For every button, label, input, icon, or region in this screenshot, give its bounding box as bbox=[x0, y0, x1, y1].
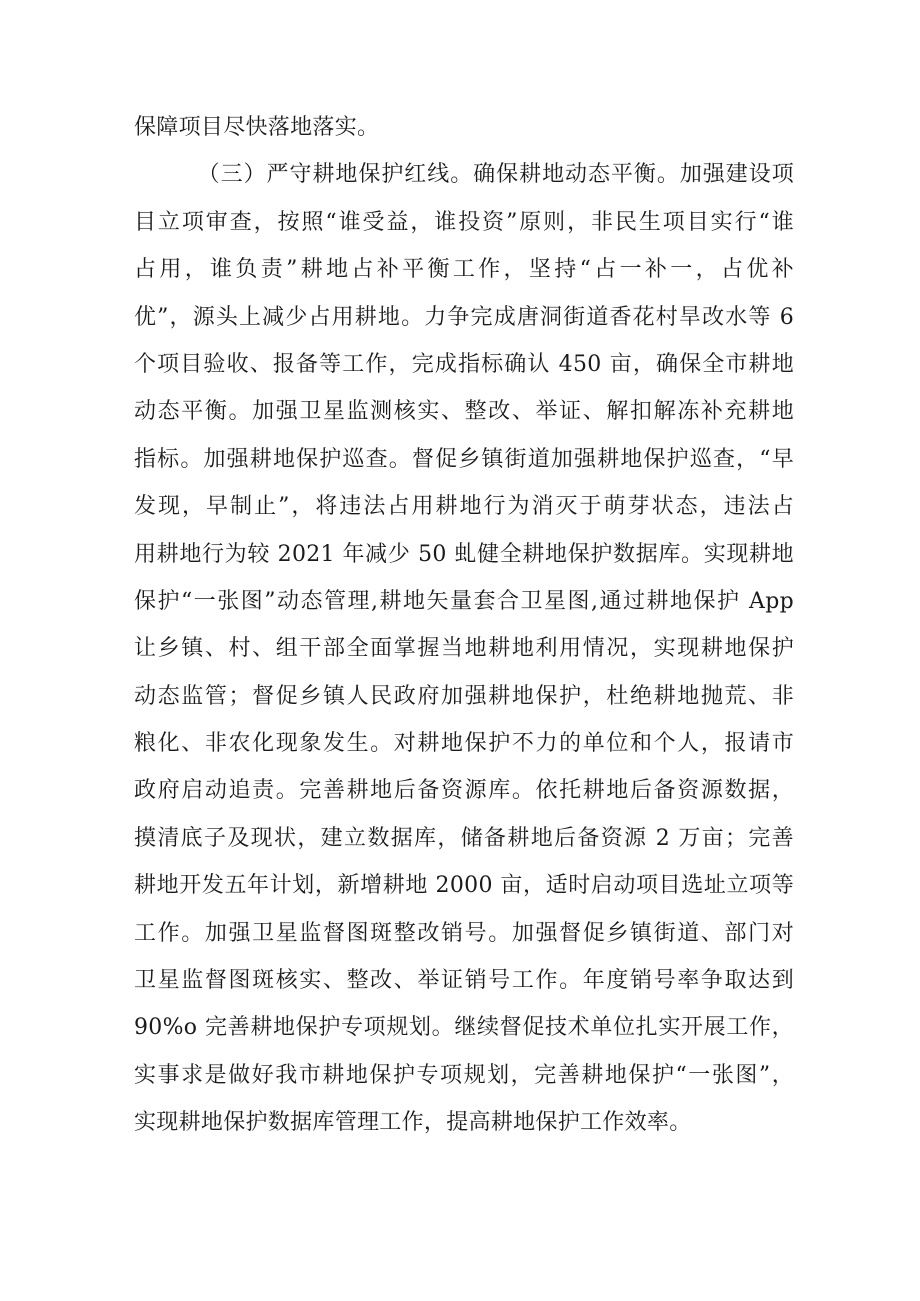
text-line: 个项目验收、报备等工作，完成指标确认 450 亩，确保全市耕地 bbox=[134, 351, 794, 377]
text-line: 动态监管；督促乡镇人民政府加强耕地保护，杜绝耕地抛荒、非 bbox=[134, 683, 794, 709]
text-line: 粮化、非农化现象发生。对耕地保护不力的单位和个人，报请市 bbox=[134, 731, 794, 757]
text-line: 卫星监督图斑核实、整改、举证销号工作。年度销号率争取达到 bbox=[134, 968, 794, 994]
text-line: 90%o 完善耕地保护专项规划。继续督促技术单位扎实开展工作， bbox=[134, 1015, 794, 1041]
text-line: 实事求是做好我市耕地保护专项规划，完善耕地保护“一张图”， bbox=[134, 1062, 794, 1088]
body-text bbox=[134, 104, 794, 1147]
text-line: 发现，早制止”，将违法占用耕地行为消灭于萌芽状态，违法占 bbox=[134, 494, 794, 520]
text-line: 优”，源头上减少占用耕地。力争完成唐洞街道香花村旱改水等 6 bbox=[134, 304, 794, 330]
text-line: 耕地开发五年计划，新增耕地 2000 亩，适时启动项目选址立项等 bbox=[134, 873, 794, 899]
text-line: （三）严守耕地保护红线。确保耕地动态平衡。加强建设项 bbox=[134, 162, 794, 188]
text-line: 让乡镇、村、组干部全面掌握当地耕地利用情况，实现耕地保护 bbox=[134, 636, 794, 662]
text-line: 保护“一张图”动态管理,耕地矢量套合卫星图,通过耕地保护 App bbox=[134, 588, 794, 614]
text-line: 占用，谁负责”耕地占补平衡工作，坚持“占一补一，占优补 bbox=[134, 257, 794, 283]
text-line: 用耕地行为较 2021 年减少 50 虬健全耕地保护数据库。实现耕地 bbox=[134, 541, 794, 567]
text-line: 指标。加强耕地保护巡查。督促乡镇街道加强耕地保护巡查，“早 bbox=[134, 446, 794, 472]
text-line: 摸清底子及现状，建立数据库，储备耕地后备资源 2 万亩；完善 bbox=[134, 825, 794, 851]
text-line: 实现耕地保护数据库管理工作，提高耕地保护工作效率。 bbox=[134, 1110, 692, 1136]
text-line: 工作。加强卫星监督图斑整改销号。加强督促乡镇街道、部门对 bbox=[134, 920, 794, 946]
text-line: 保障项目尽快落地落实。 bbox=[134, 115, 380, 140]
text-line: 动态平衡。加强卫星监测核实、整改、举证、解扣解冻补充耕地 bbox=[134, 399, 794, 425]
text-line: 政府启动追责。完善耕地后备资源库。依托耕地后备资源数据， bbox=[134, 778, 794, 804]
text-line: 目立项审查，按照“谁受益，谁投资”原则，非民生项目实行“谁 bbox=[134, 209, 794, 235]
